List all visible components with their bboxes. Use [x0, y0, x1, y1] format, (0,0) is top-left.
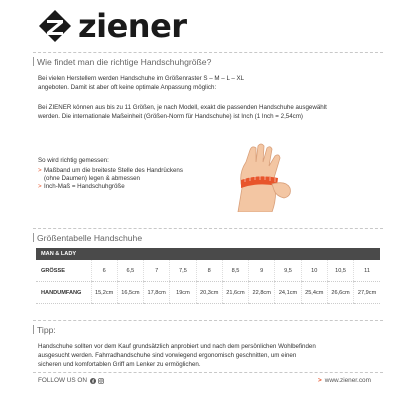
table-row	[36, 260, 380, 282]
measure-bullet-text: (ohne Daumen) legen & abmessen	[44, 175, 140, 183]
table-row-label: HANDUMFANG	[36, 282, 91, 304]
ziener-logo-mark-icon	[38, 9, 72, 43]
table-cell: 10,5	[327, 260, 353, 282]
measure-bullet-list	[38, 167, 218, 192]
measure-heading: So wird richtig gemessen:	[38, 157, 109, 164]
table-group-label: MAN & LADY	[36, 248, 380, 260]
table-group-header	[36, 248, 380, 260]
table-row	[36, 282, 380, 304]
intro-heading: Wie findet man die richtige Handschuhgröße?	[33, 57, 211, 67]
facebook-icon[interactable]	[90, 378, 96, 384]
table-row-label: GRÖSSE	[36, 260, 91, 282]
table-cell: 6,5	[117, 260, 143, 282]
table-cell: 15,2cm	[91, 282, 117, 304]
size-table-heading: Größentabelle Handschuhe	[33, 233, 142, 243]
table-cell: 22,8cm	[249, 282, 275, 304]
measure-bullet-continuation	[38, 175, 218, 183]
table-cell: 9	[249, 260, 275, 282]
section-divider	[33, 372, 383, 373]
measure-bullet-text: Inch-Maß = Handschuhgröße	[44, 183, 125, 191]
table-cell: 24,1cm	[275, 282, 301, 304]
table-cell: 6	[91, 260, 117, 282]
size-table	[36, 248, 380, 304]
table-cell: 25,4cm	[301, 282, 327, 304]
table-cell: 21,6cm	[222, 282, 248, 304]
chevron-right-icon: >	[38, 167, 42, 174]
table-cell: 16,5cm	[117, 282, 143, 304]
table-cell: 10	[301, 260, 327, 282]
table-cell: 17,8cm	[144, 282, 170, 304]
section-divider	[33, 52, 383, 53]
chevron-right-icon: >	[318, 377, 322, 384]
measure-bullet	[38, 167, 218, 175]
table-cell: 8	[196, 260, 222, 282]
intro-text-line: Bei ZIENER können aus bis zu 11 Größen, je nach Modell, exakt die passenden Handschuhe ausgewählt	[38, 104, 327, 111]
brand-name: ziener	[78, 7, 187, 45]
intro-text-line: Bei vielen Herstellern werden Handschuhe im Größenraster S – M – L – XL	[38, 75, 245, 82]
intro-text-line: werden. Die internationale Maßeinheit (Größen-Norm für Handschuhe) ist Inch (1 Inch = 2,54cm)	[38, 113, 303, 120]
tip-text-line: ausgesucht werden. Fahrradhandschuhe sind vorwiegend ergonomisch geschnitten, um einen	[38, 352, 297, 359]
website-link[interactable]	[318, 377, 371, 384]
section-divider	[33, 320, 383, 321]
follow-us	[38, 377, 104, 384]
intro-text-line: angeboten. Damit ist aber oft keine optimale Anpassung möglich:	[38, 84, 217, 91]
table-cell: 26,6cm	[327, 282, 353, 304]
tip-heading: Tipp:	[33, 325, 56, 335]
follow-us-label: FOLLOW US ON	[38, 377, 88, 384]
table-cell: 27,9cm	[354, 282, 380, 304]
section-divider	[33, 228, 383, 229]
tip-text-line: Handschuhe sollten vor dem Kauf grundsätzlich anprobiert und nach dem persönlichen Wohlbefinden	[38, 343, 316, 350]
table-cell: 9,5	[275, 260, 301, 282]
chevron-right-icon: >	[38, 183, 42, 191]
table-cell: 8,5	[222, 260, 248, 282]
brand-logo	[38, 8, 187, 44]
measure-bullet	[38, 183, 218, 191]
table-cell: 11	[354, 260, 380, 282]
measure-bullet-text: Maßband um die breiteste Stelle des Handrückens	[44, 167, 183, 174]
instagram-icon[interactable]	[98, 378, 104, 384]
hand-measuring-illustration	[228, 140, 294, 212]
website-url: www.ziener.com	[324, 377, 371, 384]
table-cell: 20,3cm	[196, 282, 222, 304]
tip-text-line: sicheren und komfortablen Griff am Lenker zu ermöglichen.	[38, 361, 201, 368]
table-cell: 19cm	[170, 282, 196, 304]
table-cell: 7	[144, 260, 170, 282]
table-cell: 7,5	[170, 260, 196, 282]
